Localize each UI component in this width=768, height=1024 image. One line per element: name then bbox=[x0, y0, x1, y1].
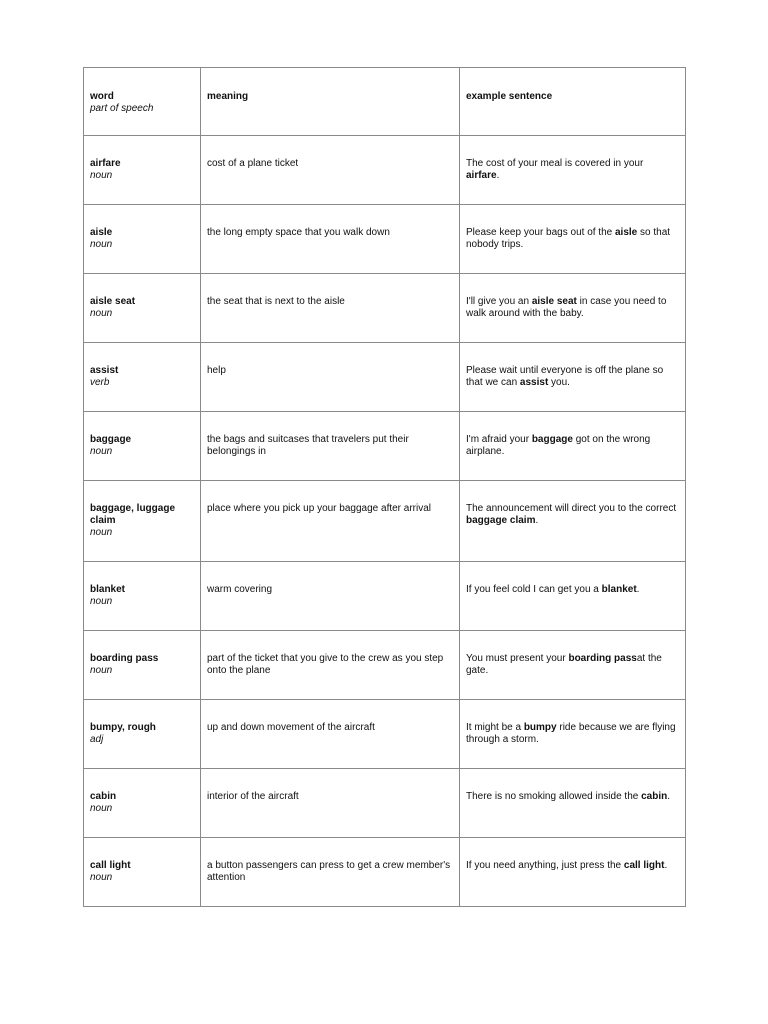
example-keyword: cabin bbox=[641, 791, 668, 802]
part-of-speech: adj bbox=[90, 734, 104, 745]
example-text-end: so that nobody trips. bbox=[466, 227, 671, 250]
term: call light bbox=[90, 860, 131, 871]
table-row bbox=[84, 700, 686, 769]
meaning-text: cost of a plane ticket bbox=[207, 158, 299, 169]
header-example-cell bbox=[460, 68, 686, 136]
example-text-end: . bbox=[667, 791, 670, 802]
table-row bbox=[84, 412, 686, 481]
example-cell bbox=[460, 136, 686, 205]
example-keyword: blanket bbox=[601, 584, 637, 595]
header-word: word bbox=[90, 91, 114, 102]
word-cell bbox=[84, 562, 201, 631]
example-keyword: boarding pass bbox=[568, 653, 637, 664]
word-cell bbox=[84, 412, 201, 481]
example-cell bbox=[460, 274, 686, 343]
table-row bbox=[84, 838, 686, 907]
example-text-end: . bbox=[636, 584, 640, 595]
term: blanket bbox=[90, 584, 126, 595]
meaning-cell bbox=[201, 700, 460, 769]
meaning-text: a button passengers can press to get a crew member's attention bbox=[207, 860, 451, 883]
meaning-cell bbox=[201, 838, 460, 907]
example-text-end: got on the wrong airplane. bbox=[466, 434, 651, 457]
meaning-text: part of the ticket that you give to the crew as you step onto the plane bbox=[207, 653, 444, 676]
word-cell bbox=[84, 631, 201, 700]
example-text: The announcement will direct you to the correct bbox=[466, 503, 677, 514]
word-cell bbox=[84, 205, 201, 274]
example-keyword: airfare bbox=[466, 170, 497, 181]
example-cell bbox=[460, 769, 686, 838]
header-part-of-speech: part of speech bbox=[90, 103, 154, 114]
meaning-cell bbox=[201, 343, 460, 412]
example-cell bbox=[460, 631, 686, 700]
word-cell bbox=[84, 769, 201, 838]
example-cell bbox=[460, 205, 686, 274]
table-row bbox=[84, 481, 686, 562]
part-of-speech: noun bbox=[90, 308, 113, 319]
term: cabin bbox=[90, 791, 117, 802]
example-keyword: bumpy bbox=[523, 722, 557, 733]
example-text: It might be a bbox=[466, 722, 524, 733]
meaning-text: interior of the aircraft bbox=[207, 791, 299, 802]
term: bumpy, rough bbox=[90, 722, 156, 733]
example-keyword: baggage bbox=[531, 434, 573, 445]
example-text: I'm afraid your bbox=[466, 434, 532, 445]
table-row bbox=[84, 769, 686, 838]
table-row bbox=[84, 631, 686, 700]
example-cell bbox=[460, 412, 686, 481]
example-cell bbox=[460, 481, 686, 562]
example-text: There is no smoking allowed inside the bbox=[466, 791, 642, 802]
word-cell bbox=[84, 700, 201, 769]
example-keyword: aisle seat bbox=[531, 296, 577, 307]
example-text: If you feel cold I can get you a bbox=[466, 584, 602, 595]
example-cell bbox=[460, 838, 686, 907]
meaning-cell bbox=[201, 412, 460, 481]
part-of-speech: noun bbox=[90, 665, 113, 676]
term: assist bbox=[90, 365, 119, 376]
table-row bbox=[84, 205, 686, 274]
word-cell bbox=[84, 481, 201, 562]
word-cell bbox=[84, 136, 201, 205]
example-text: Please wait until everyone is off the plane so that we can bbox=[466, 365, 664, 388]
example-text-end: ride because we are flying through a storm. bbox=[466, 722, 676, 745]
meaning-text: the seat that is next to the aisle bbox=[207, 296, 345, 307]
vocabulary-table-body bbox=[84, 68, 686, 907]
header-meaning: meaning bbox=[207, 91, 249, 102]
example-text: The cost of your meal is covered in your bbox=[466, 158, 644, 169]
meaning-cell bbox=[201, 631, 460, 700]
meaning-cell bbox=[201, 274, 460, 343]
example-text-end: . bbox=[664, 860, 668, 871]
meaning-text: the long empty space that you walk down bbox=[207, 227, 390, 238]
example-text: I'll give you an bbox=[466, 296, 532, 307]
example-text: Please keep your bags out of the bbox=[466, 227, 615, 238]
example-text-end: in case you need to walk around with the baby. bbox=[466, 296, 667, 319]
part-of-speech: noun bbox=[90, 239, 113, 250]
part-of-speech: noun bbox=[90, 872, 113, 883]
example-keyword: baggage claim bbox=[466, 515, 536, 526]
meaning-text: warm covering bbox=[207, 584, 273, 595]
meaning-text: help bbox=[207, 365, 226, 376]
header-word-cell bbox=[84, 68, 201, 136]
table-row bbox=[84, 562, 686, 631]
meaning-cell bbox=[201, 562, 460, 631]
table-row bbox=[84, 136, 686, 205]
example-text: If you need anything, just press the bbox=[466, 860, 624, 871]
term: baggage, luggage claim bbox=[90, 503, 176, 526]
table-row bbox=[84, 274, 686, 343]
part-of-speech: verb bbox=[90, 377, 110, 388]
example-text-end: you. bbox=[548, 377, 570, 388]
meaning-text: the bags and suitcases that travelers put their belongings in bbox=[207, 434, 409, 457]
part-of-speech: noun bbox=[90, 596, 113, 607]
example-text-end: at the gate. bbox=[466, 653, 662, 676]
example-cell bbox=[460, 562, 686, 631]
part-of-speech: noun bbox=[90, 527, 113, 538]
vocabulary-table bbox=[83, 67, 686, 907]
header-meaning-cell bbox=[201, 68, 460, 136]
meaning-cell bbox=[201, 136, 460, 205]
word-cell bbox=[84, 343, 201, 412]
example-text: You must present your bbox=[466, 653, 569, 664]
example-cell bbox=[460, 700, 686, 769]
term: aisle bbox=[90, 227, 113, 238]
term: aisle seat bbox=[90, 296, 136, 307]
term: airfare bbox=[90, 158, 121, 169]
header-row bbox=[84, 68, 686, 136]
part-of-speech: noun bbox=[90, 170, 113, 181]
meaning-text: up and down movement of the aircraft bbox=[207, 722, 375, 733]
meaning-text: place where you pick up your baggage after arrival bbox=[207, 503, 432, 514]
term: boarding pass bbox=[90, 653, 159, 664]
example-keyword: aisle bbox=[615, 227, 638, 238]
part-of-speech: noun bbox=[90, 446, 113, 457]
header-example: example sentence bbox=[466, 91, 553, 102]
example-text-end: . bbox=[535, 515, 539, 526]
example-text-end: . bbox=[496, 170, 500, 181]
example-keyword: call light bbox=[623, 860, 665, 871]
table-row bbox=[84, 343, 686, 412]
meaning-cell bbox=[201, 769, 460, 838]
example-keyword: assist bbox=[519, 377, 549, 388]
part-of-speech: noun bbox=[90, 803, 113, 814]
term: baggage bbox=[90, 434, 132, 445]
word-cell bbox=[84, 838, 201, 907]
example-cell bbox=[460, 343, 686, 412]
meaning-cell bbox=[201, 481, 460, 562]
word-cell bbox=[84, 274, 201, 343]
meaning-cell bbox=[201, 205, 460, 274]
